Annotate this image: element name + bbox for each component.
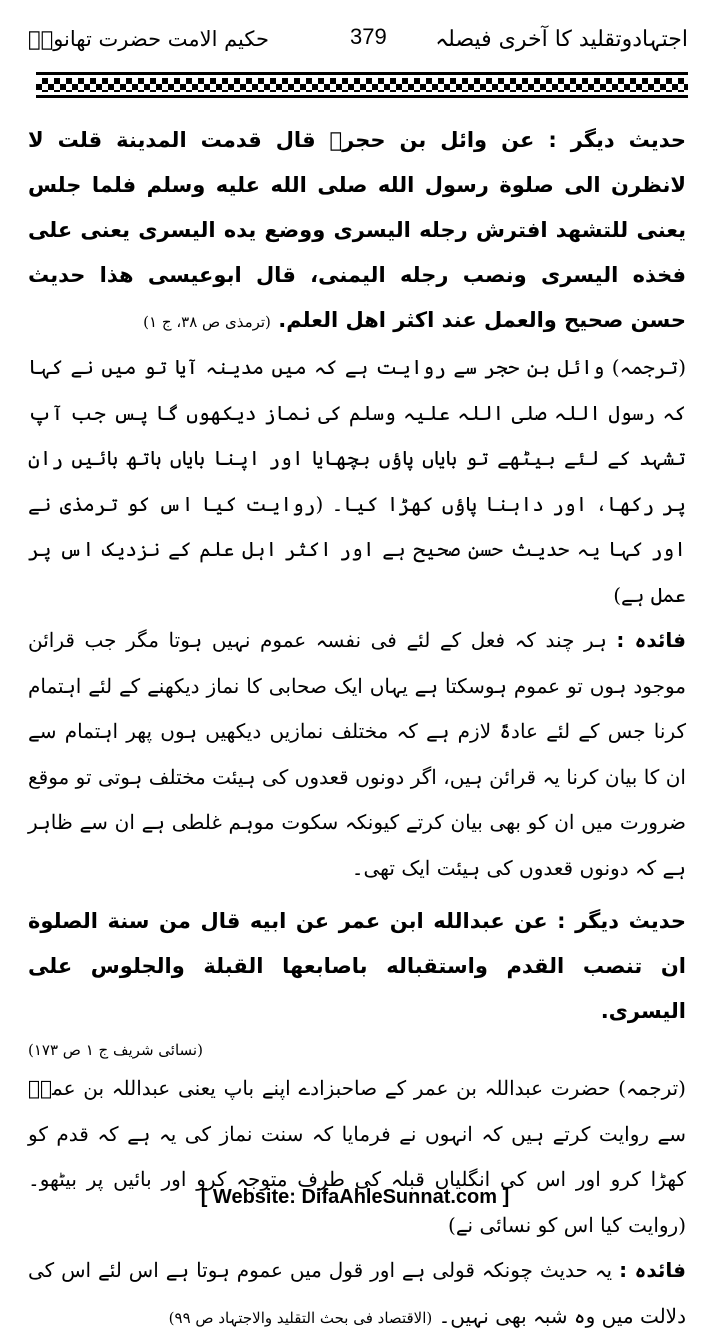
divider-line-top: [36, 72, 688, 75]
diamond-pattern: [36, 78, 688, 92]
page-header: [28, 18, 688, 60]
translation-1: (ترجمہ) وائل بن حجر سے روایت ہے کہ میں مدینہ آیا تو میں نے کہا کہ رسول اللہ صلی اللہ علیہ وسلم کی نماز دیکھوں گا پس جب آپ تشہد کے لئے بیٹھے تو بایاں پاؤں بچھایا اور اپنا بایاں ہاتھ بائیں ران پر رکھا، اور داہنا پاؤں کھڑا کیا۔ (روایت کیا اس کو ترمذی نے اور کہا یہ حدیث حسن صحیح ہے اور اکثر اہل علم کے نزدیک اس پر عمل ہے): [28, 355, 686, 607]
faida-2: [28, 1248, 686, 1341]
book-title: اجتہادوتقلید کا آخری فیصلہ: [435, 26, 688, 52]
faida-1-label: فائدہ :: [616, 628, 686, 652]
translation-2: (ترجمہ) حضرت عبداللہ بن عمر کے صاحبزادے اپنے باپ یعنی عبداللہ بن عمرؓ سے روایت کرتے ہیں کہ انہوں نے فرمایا کہ سنت نماز کی یہ ہے کہ قدم کو کھڑا کرو اور اس کی انگلیاں قبلہ کی طرف متوجہ کرو اور بائیں پر بیٹھو۔ (روایت کیا اس کو نسائی نے): [28, 1076, 686, 1237]
hadith-1: [28, 118, 686, 345]
faida-1: [28, 618, 686, 891]
hadith-1-label: حدیث دیگر :: [548, 128, 687, 152]
faida-2-label: فائدہ :: [619, 1258, 686, 1282]
hadith-1-reference: (ترمذی ص ۳۸، ج ۱): [143, 313, 271, 331]
page-number: 379: [350, 24, 387, 49]
hadith-2-text: عن عبدالله ابن عمر عن ابیه قال من سنة الصلوة ان تنصب القدم واستقباله باصابعها القبلة والجلوس علی الیسری.: [28, 909, 686, 1023]
faida-2-reference: (الاقتصاد فی بحث التقلید والاجتہاد ص ۹۹): [168, 1308, 433, 1327]
hadith-2-reference: (نسائی شریف ج ۱ ص ۱۷۳): [28, 1041, 203, 1059]
faida-1-text: ہر چند کہ فعل کے لئے فی نفسہ عموم نہیں ہوتا مگر جب قرائن موجود ہوں تو عموم ہوسکتا ہے یہاں ایک صحابی کا نماز دیکھنے کے لئے اہتمام کرنا جس کے لئے عادۃً لازم ہے کہ مختلف نمازیں دیکھیں ہوں پھر اہتمام سے ان کا بیان کرنا یہ قرائن ہیں، اگر دونوں قعدوں کی ہیئت مختلف ہوتی تو موقع ضرورت میں ان کو بھی بیان کرتے کیونکہ سکوت موہم غلطی ہے ان سے ظاہر ہے کہ دونوں قعدوں کی ہیئت ایک تھی۔: [28, 628, 686, 880]
hadith-1-text: عن وائل بن حجرؓ قال قدمت المدینة قلت لا لانظرن الی صلوة رسول الله صلی الله علیه وسلم فلما جلس یعنی للتشهد افترش رجله الیسری ووضع یده الیسری یعنی علی فخذه الیسری ونصب رجله الیمنی، قال ابوعیسی هذا حدیث حسن صحیح والعمل عند اکثر اهل العلم.: [28, 128, 686, 332]
decorative-divider: [36, 72, 688, 98]
faida-2-text: یہ حدیث چونکہ قولی ہے اور قول میں عموم ہوتا ہے اس لئے اس کی دلالت میں وہ شبہ بھی نہیں۔: [28, 1258, 686, 1328]
author-name: حکیم الامت حضرت تھانویؒ: [28, 27, 269, 51]
page-body: [28, 118, 686, 1341]
hadith-2-label: حدیث دیگر :: [557, 909, 687, 933]
hadith-2: [28, 899, 686, 1034]
divider-line-bottom: [36, 95, 688, 98]
website-footer: [ Website: DifaAhleSunnat.com ]: [200, 1186, 510, 1208]
